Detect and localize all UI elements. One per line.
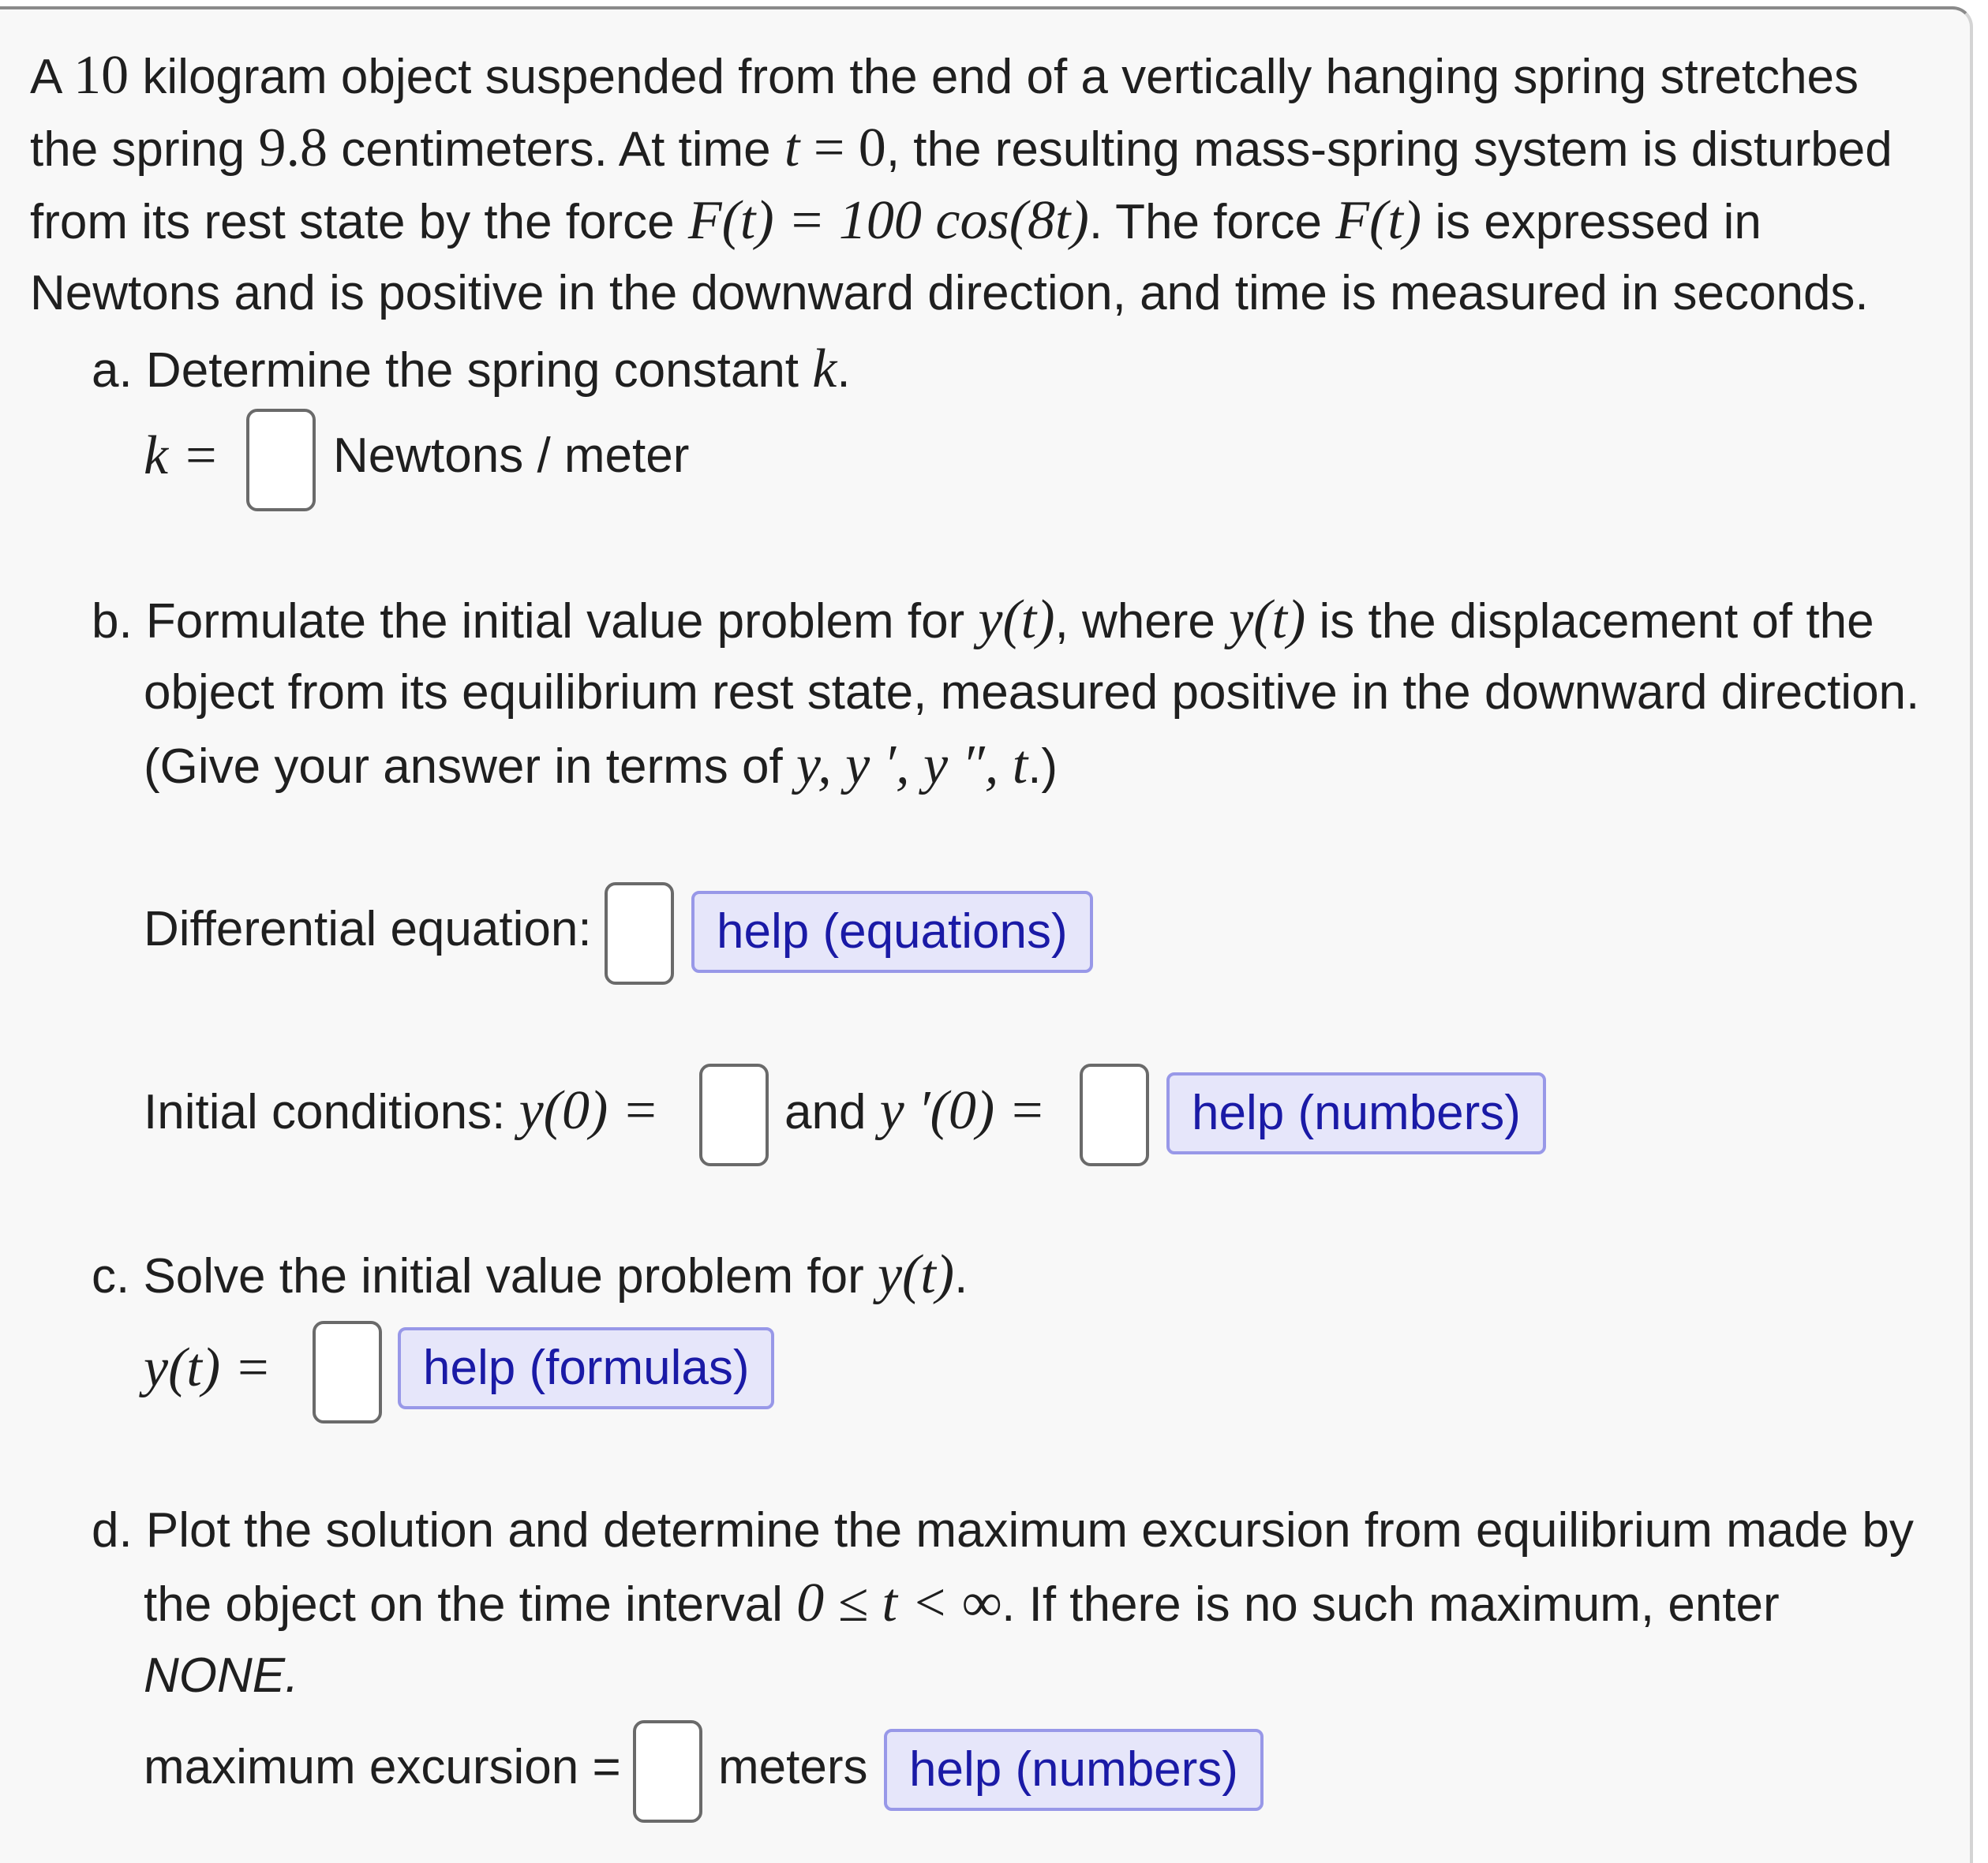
part-d-unit: meters [718, 1740, 868, 1794]
y0-input[interactable] [699, 1064, 769, 1166]
maximum-excursion-input[interactable] [633, 1720, 702, 1823]
help-numbers-button-b[interactable]: help (numbers) [1166, 1072, 1546, 1154]
help-equations-button[interactable]: help (equations) [691, 891, 1093, 973]
part-b-line-3: (Give your answer in terms of y, y ′, y ″, t.) [144, 735, 1058, 795]
part-c-prompt: c. Solve the initial value problem for y(t). [92, 1244, 968, 1305]
solution-input[interactable] [313, 1321, 382, 1423]
maximum-excursion-label: maximum excursion = [144, 1740, 621, 1794]
initial-conditions-label: Initial conditions: y(0) = [144, 1080, 660, 1141]
spring-constant-input[interactable] [246, 409, 316, 511]
help-numbers-button-d[interactable]: help (numbers) [884, 1729, 1264, 1811]
intro-line-2: the spring 9.8 centimeters. At time t = 0, the resulting mass-spring system is disturbed [30, 118, 1893, 178]
part-c-answer-label: y(t) = [144, 1337, 271, 1398]
part-d-line-2: the object on the time interval 0 ≤ t < ∞. If there is no such maximum, enter [144, 1573, 1780, 1633]
part-a-prompt: a. Determine the spring constant k. [92, 339, 851, 399]
part-a-answer-label: k = [144, 425, 219, 486]
part-b-line-2: object from its equilibrium rest state, measured positive in the downward direction. [144, 665, 1920, 720]
part-b-line-1: b. Formulate the initial value problem for y(t), where y(t) is the displacement of the [92, 589, 1874, 650]
intro-line-4: Newtons and is positive in the downward direction, and time is measured in seconds. [30, 266, 1869, 320]
intro-line-3: from its rest state by the force F(t) = 100 cos(8t). The force F(t) is expressed in [30, 190, 1761, 251]
differential-equation-label: Differential equation: [144, 902, 592, 956]
part-d-line-3: NONE. [144, 1648, 299, 1703]
part-d-line-1: d. Plot the solution and determine the maximum excursion from equilibrium made by [92, 1503, 1914, 1558]
differential-equation-input[interactable] [605, 882, 674, 985]
help-formulas-button[interactable]: help (formulas) [398, 1327, 774, 1409]
yprime0-input[interactable] [1080, 1064, 1149, 1166]
intro-line-1: A 10 kilogram object suspended from the end of a vertically hanging spring stretches [30, 45, 1859, 106]
initial-conditions-and: and y ′(0) = [784, 1080, 1046, 1141]
part-a-unit: Newtons / meter [333, 428, 690, 483]
